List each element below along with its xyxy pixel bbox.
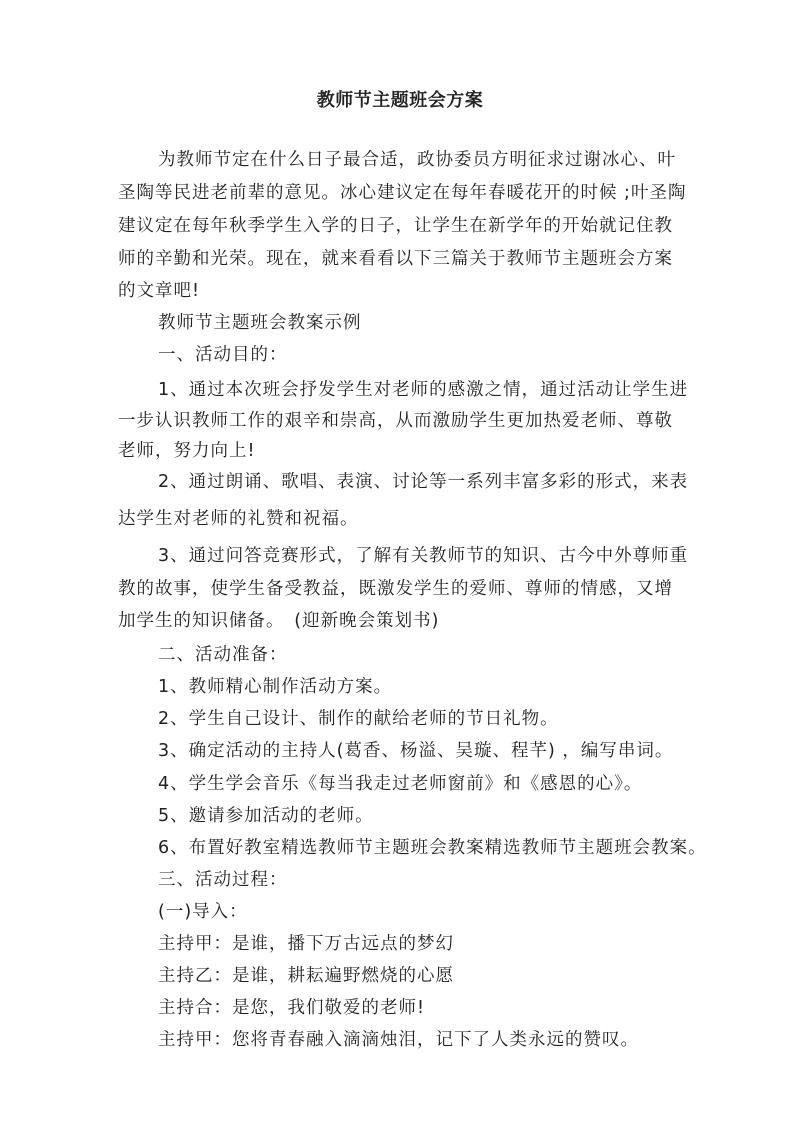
- paragraph-line: 主持乙：是谁，耕耘遍野燃烧的心愿: [158, 966, 454, 986]
- paragraph-line: 6、布置好教室精选教师节主题班会教案精选教师节主题班会教案。: [158, 838, 707, 858]
- paragraph-line: 达学生对老师的礼赞和祝福。: [118, 509, 359, 529]
- paragraph-line: 的文章吧!: [118, 281, 201, 301]
- paragraph-line: 5、邀请参加活动的老师。: [158, 806, 374, 826]
- paragraph-line: 老师，努力向上!: [118, 441, 256, 461]
- paragraph-line: 教师节主题班会教案示例: [158, 313, 362, 333]
- paragraph-line: 师的辛勤和光荣。现在，就来看看以下三篇关于教师节主题班会方案: [118, 249, 673, 269]
- paragraph-line: 3、通过问答竞赛形式，了解有关教师节的知识、古今中外尊师重: [158, 546, 689, 566]
- paragraph-line: 1、教师精心制作活动方案。: [158, 677, 393, 697]
- paragraph-line: 主持甲：是谁，播下万古远点的梦幻: [158, 934, 454, 954]
- paragraph-line: 加学生的知识储备。 (迎新晚会策划书): [118, 611, 440, 631]
- paragraph-line: 4、学生学会音乐《每当我走过老师窗前》和《感恩的心》。: [158, 774, 643, 794]
- document-title: 教师节主题班会方案: [316, 90, 484, 111]
- paragraph-line: 为教师节定在什么日子最合适，政协委员方明征求过谢冰心、叶: [158, 150, 676, 170]
- paragraph-line: 2、学生自己设计、制作的献给老师的节日礼物。: [158, 709, 559, 729]
- paragraph-line: 建议定在每年秋季学生入学的日子，让学生在新学年的开始就记住教: [118, 216, 673, 236]
- paragraph-line: 主持甲：您将青春融入滴滴烛泪，记下了人类永远的赞叹。: [158, 1030, 639, 1050]
- paragraph-line: (一)导入：: [158, 902, 248, 922]
- paragraph-line: 一步认识教师工作的艰辛和崇高，从而激励学生更加热爱老师、尊敬: [118, 411, 673, 431]
- paragraph-line: 教的故事，使学生备受教益，既激发学生的爱师、尊师的情感，又增: [118, 579, 673, 599]
- paragraph-line: 一、活动目的：: [158, 345, 288, 365]
- paragraph-line: 圣陶等民进老前辈的意见。冰心建议定在每年春暖花开的时候 ;叶圣陶: [118, 183, 687, 203]
- paragraph-line: 3、确定活动的主持人(葛香、杨溢、吴璇、程芊) ，编写串词。: [158, 741, 674, 761]
- paragraph-line: 主持合：是您，我们敬爱的老师!: [158, 998, 426, 1018]
- paragraph-line: 三、活动过程：: [158, 870, 288, 890]
- paragraph-line: 1、通过本次班会抒发学生对老师的感激之情，通过活动让学生进: [158, 380, 689, 400]
- paragraph-line: 二、活动准备：: [158, 645, 288, 665]
- paragraph-line: 2、通过朗诵、歌唱、表演、讨论等一系列丰富多彩的形式，来表: [158, 472, 689, 492]
